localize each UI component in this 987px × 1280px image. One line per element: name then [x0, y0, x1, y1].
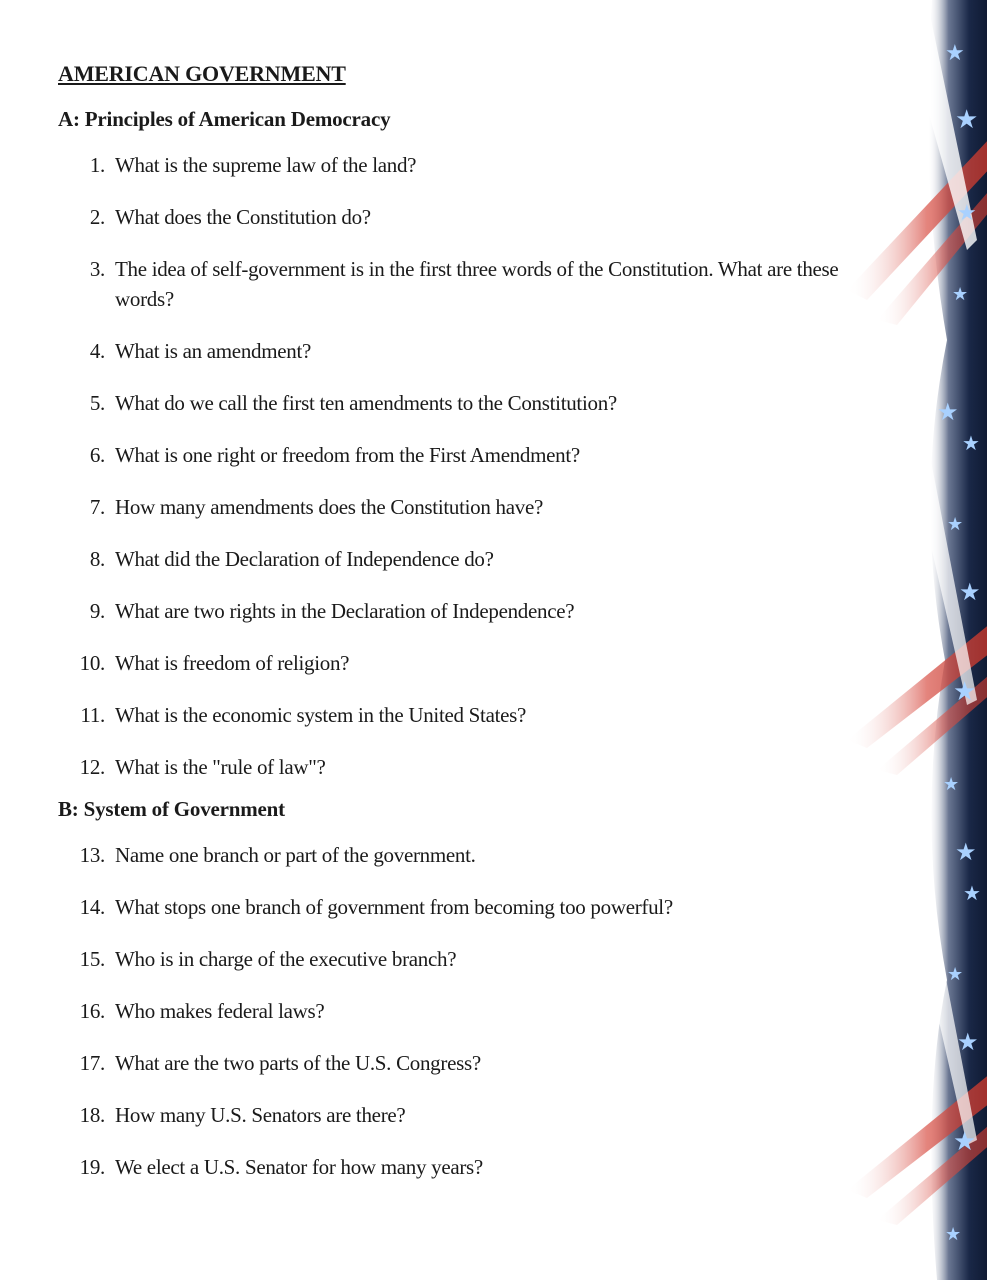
svg-text:★: ★: [962, 431, 980, 455]
svg-text:★: ★: [937, 398, 959, 426]
question-text: Name one branch or part of the government.: [115, 843, 476, 867]
question-number: 10.: [79, 651, 105, 675]
question-item: [58, 254, 858, 314]
question-number: 5.: [89, 391, 105, 415]
question-number: 8.: [89, 547, 105, 571]
question-text: What is the economic system in the United States?: [115, 703, 527, 727]
question-text: Who is in charge of the executive branch?: [115, 947, 457, 971]
question-text: What is the "rule of law"?: [115, 755, 326, 779]
question-text: What did the Declaration of Independence do?: [115, 547, 494, 571]
question-number: 17.: [79, 1051, 105, 1075]
svg-text:★: ★: [959, 578, 981, 606]
question-item: [58, 1048, 858, 1078]
question-item: [58, 752, 858, 782]
question-number: 9.: [89, 599, 105, 623]
question-number: 11.: [80, 703, 105, 727]
question-number: 16.: [79, 999, 105, 1023]
svg-text:★: ★: [953, 1127, 977, 1157]
question-number: 4.: [89, 339, 105, 363]
document-title: AMERICAN GOVERNMENT: [58, 61, 346, 86]
svg-text:★: ★: [952, 284, 969, 305]
question-text: What stops one branch of government from becoming too powerful?: [115, 895, 673, 919]
question-number: 14.: [79, 895, 105, 919]
question-number: 7.: [89, 495, 105, 519]
question-item: [58, 996, 858, 1026]
svg-text:★: ★: [955, 838, 977, 866]
question-text: The idea of self-government is in the first three words of the Constitution. What are these words?: [115, 257, 839, 311]
question-list-b: [58, 840, 858, 1182]
svg-text:★: ★: [953, 677, 977, 707]
svg-text:★: ★: [945, 41, 965, 66]
svg-text:★: ★: [963, 881, 981, 905]
question-text: How many U.S. Senators are there?: [115, 1103, 406, 1127]
svg-text:★: ★: [955, 105, 979, 135]
svg-text:★: ★: [947, 514, 964, 535]
question-text: What are the two parts of the U.S. Congress?: [115, 1051, 481, 1075]
question-item: [58, 1100, 858, 1130]
question-list-a: [58, 150, 858, 782]
svg-text:★: ★: [947, 964, 964, 985]
svg-text:★: ★: [957, 201, 977, 226]
question-text: What is the supreme law of the land?: [115, 153, 417, 177]
question-number: 15.: [79, 947, 105, 971]
question-item: [58, 840, 858, 870]
svg-text:★: ★: [943, 774, 960, 795]
question-item: [58, 892, 858, 922]
question-item: [58, 492, 858, 522]
question-text: We elect a U.S. Senator for how many years?: [115, 1155, 483, 1179]
question-item: [58, 1152, 858, 1182]
question-item: [58, 150, 858, 180]
question-number: 13.: [79, 843, 105, 867]
question-item: [58, 944, 858, 974]
question-number: 3.: [89, 257, 105, 281]
question-text: What do we call the first ten amendments to the Constitution?: [115, 391, 617, 415]
question-item: [58, 596, 858, 626]
worksheet-content: [58, 56, 858, 1182]
question-number: 12.: [79, 755, 105, 779]
question-item: [58, 388, 858, 418]
svg-text:★: ★: [957, 1028, 979, 1056]
question-item: [58, 336, 858, 366]
question-number: 19.: [79, 1155, 105, 1179]
question-text: What is freedom of religion?: [115, 651, 350, 675]
question-text: What does the Constitution do?: [115, 205, 371, 229]
question-number: 6.: [89, 443, 105, 467]
question-item: [58, 544, 858, 574]
question-item: [58, 202, 858, 232]
question-text: What is one right or freedom from the First Amendment?: [115, 443, 580, 467]
question-text: Who makes federal laws?: [115, 999, 325, 1023]
section-heading-b: B: System of Government: [58, 797, 285, 821]
question-number: 2.: [89, 205, 105, 229]
question-item: [58, 700, 858, 730]
question-number: 18.: [79, 1103, 105, 1127]
question-item: [58, 440, 858, 470]
question-number: 1.: [89, 153, 105, 177]
svg-text:★: ★: [945, 1224, 962, 1245]
section-heading-a: A: Principles of American Democracy: [58, 107, 391, 131]
question-item: [58, 648, 858, 678]
question-text: What is an amendment?: [115, 339, 312, 363]
question-text: What are two rights in the Declaration of Independence?: [115, 599, 575, 623]
question-text: How many amendments does the Constitution have?: [115, 495, 543, 519]
